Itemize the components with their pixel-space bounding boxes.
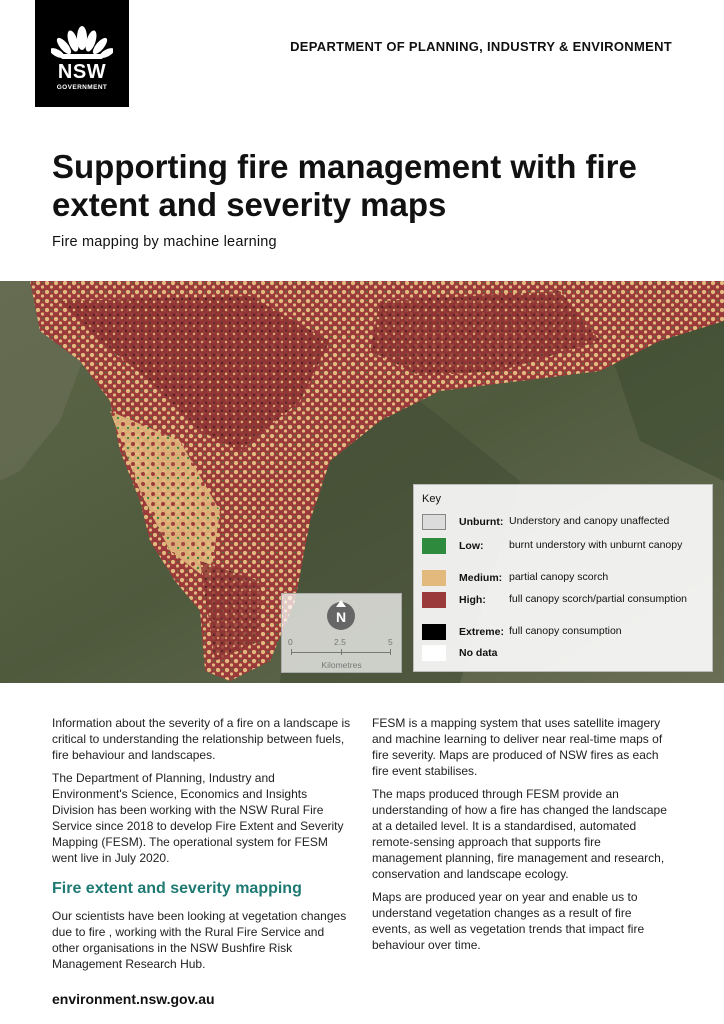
department-name: DEPARTMENT OF PLANNING, INDUSTRY & ENVIRONMENT	[290, 39, 672, 54]
legend-name: Medium:	[459, 572, 503, 584]
legend-description: full canopy consumption	[509, 625, 622, 637]
legend-name: Unburnt:	[459, 516, 504, 528]
scale-tick	[341, 649, 342, 655]
legend-name: Extreme:	[459, 626, 504, 638]
legend-description: full canopy scorch/partial consumption	[509, 593, 688, 605]
paragraph: FESM is a mapping system that uses satellite imagery and machine learning to deliver near real-time maps of fire severity. Maps are produced of NSW fires as each fire event stabilises.	[372, 716, 663, 778]
legend-name: No data	[459, 647, 498, 659]
page-subtitle: Fire mapping by machine learning	[52, 234, 277, 250]
paragraph: The Department of Planning, Industry and Environment's Science, Economics and Insights Division has been working with the NSW Rural Fire Service since 2018 to develop Fire Extent and Severity Mapping (FESM). The operational system for FESM went live in July 2020.	[52, 771, 344, 865]
scale-tick-label: 0	[288, 637, 293, 647]
legend-swatch	[422, 645, 446, 661]
body-column-left	[52, 715, 352, 979]
legend-swatch	[422, 570, 446, 586]
scale-tick	[291, 649, 292, 655]
scale-tick	[390, 649, 391, 655]
logo-wordmark: NSW	[57, 61, 107, 83]
north-arrow-icon	[327, 602, 355, 630]
scale-unit: Kilometres	[321, 660, 362, 670]
footer-website-link[interactable]: environment.nsw.gov.au	[52, 991, 215, 1007]
legend-swatch	[422, 624, 446, 640]
legend-title: Key	[422, 493, 441, 505]
scale-tick-label: 5	[388, 637, 393, 647]
legend-swatch	[422, 592, 446, 608]
waratah-icon	[51, 26, 113, 60]
legend-swatch	[422, 514, 446, 530]
paragraph: Maps are produced year on year and enable us to understand vegetation changes as a result of fire events, as well as vegetation trends that impact fire behaviour over time.	[372, 890, 645, 952]
page-title: Supporting fire management with fire extent and severity maps	[52, 148, 637, 223]
paragraph: The maps produced through FESM provide an understanding of how a fire has changed the landscape at a detailed level. It is a standardised, automated remote-sensing approach that supports fire management planning, fire management and research, conservation and landscape ecology.	[372, 787, 667, 881]
legend-description: partial canopy scorch	[509, 571, 609, 583]
scale-tick-label: 2.5	[334, 637, 346, 647]
nsw-government-logo[interactable]	[35, 0, 129, 107]
scale-bar	[281, 593, 402, 673]
legend-description: burnt understory with unburnt canopy	[509, 539, 683, 551]
fire-severity-map	[0, 281, 724, 683]
section-heading: Fire extent and severity mapping	[52, 880, 302, 897]
north-label: N	[335, 609, 347, 625]
logo-subtext: GOVERNMENT	[56, 84, 108, 91]
map-legend	[413, 484, 713, 672]
paragraph: Information about the severity of a fire on a landscape is critical to understanding the relationship between fuels, fire behaviour and landscapes.	[52, 716, 351, 762]
legend-name: Low:	[459, 540, 484, 552]
legend-name: High:	[459, 594, 486, 606]
legend-swatch	[422, 538, 446, 554]
legend-description: Understory and canopy unaffected	[509, 515, 670, 527]
body-column-right	[372, 715, 672, 960]
paragraph: Our scientists have been looking at vegetation changes due to fire , working with the Rural Fire Service and other organisations in the NSW Bushfire Risk Management Research Hub.	[52, 909, 347, 971]
